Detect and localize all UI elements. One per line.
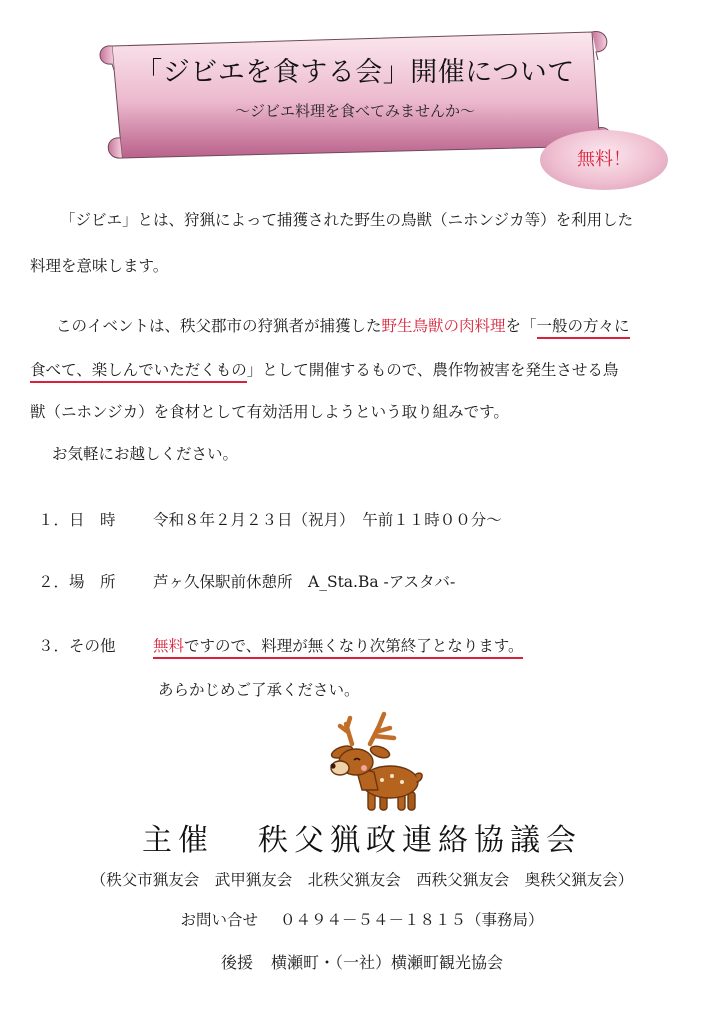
event-line-4: お気軽にお越しください。 xyxy=(52,445,239,463)
support-value: 横瀬町・（一社）横瀬町観光協会 xyxy=(271,953,504,972)
event-line-1: このイベントは、秩父郡市の狩猟者が捕獲した野生鳥獣の肉料理を「一般の方々に xyxy=(30,316,702,336)
event-line-3: 獣（ニホンジカ）を食材として有効活用しようという取り組みです。 xyxy=(30,403,509,421)
venue-value: 芦ヶ久保駅前休憩所 A_Sta.Ba -アスタバ- xyxy=(153,573,456,591)
contact-phone: ０４９４－５４－１８１５（事務局） xyxy=(280,911,544,929)
underline-general-public: 一般の方々に xyxy=(537,317,630,339)
venue-label: ２．場 所 xyxy=(38,573,116,591)
free-badge: 無料！ xyxy=(540,130,668,190)
other-value-underlined: 無料ですので、料理が無くなり次第終了となります。 xyxy=(153,637,523,659)
organizer-label: 主催 xyxy=(142,823,214,858)
other-label: ３．その他 xyxy=(38,637,116,655)
free-word: 無料 xyxy=(153,637,185,655)
contact-label: お問い合せ xyxy=(180,911,258,929)
deer-icon xyxy=(318,710,426,814)
underline-enjoy: 食べて、楽しんでいただくもの xyxy=(30,361,247,383)
highlight-wild-meat: 野生鳥獣の肉料理 xyxy=(381,317,506,335)
datetime-label: １．日 時 xyxy=(38,511,116,529)
page-subtitle: ～ジビエ料理を食べてみませんか～ xyxy=(234,102,475,120)
intro-line-2: 料理を意味します。 xyxy=(30,257,169,275)
contact-line xyxy=(0,908,724,930)
event-line-2: 食べて、楽しんでいただくもの」として開催するもので、農作物被害を発生させる鳥 xyxy=(30,360,702,380)
support-line xyxy=(0,950,724,973)
intro-line-1: 「ジビエ」とは、狩猟によって捕獲された野生の鳥獣（ニホンジカ等）を利用した xyxy=(60,211,634,229)
support-label: 後援 xyxy=(220,953,253,972)
organizer-name: 秩父猟政連絡協議会 xyxy=(258,823,582,858)
other-value-line-2: あらかじめご了承ください。 xyxy=(158,681,360,699)
page-title: 「ジビエを食する会」開催について xyxy=(135,57,575,88)
datetime-value: 令和８年２月２３日（祝月） 午前１１時００分～ xyxy=(153,511,502,529)
member-clubs: （秩父市猟友会 武甲猟友会 北秩父猟友会 西秩父猟友会 奥秩父猟友会） xyxy=(90,871,634,889)
other-value xyxy=(153,634,523,656)
organizer-line xyxy=(0,815,724,859)
